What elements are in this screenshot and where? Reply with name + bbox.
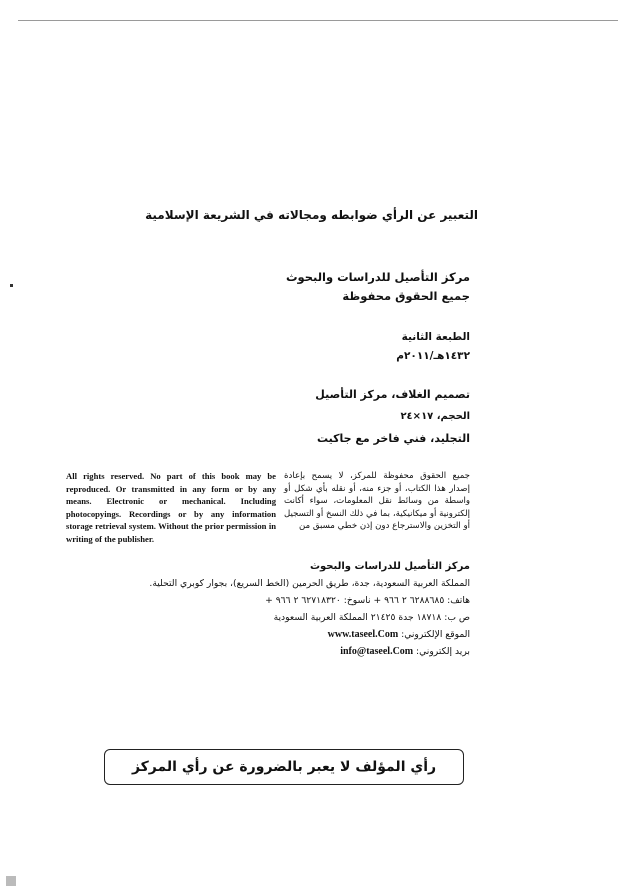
publisher-block bbox=[286, 268, 470, 306]
book-size: الحجم، ١٧×٢٤ bbox=[400, 411, 470, 422]
website-link[interactable]: www.taseel.Com bbox=[327, 629, 399, 640]
scan-speck bbox=[10, 284, 13, 287]
contact-phone: هاتف: ٦٢٨٨٦٨٥ ٢ ٩٦٦ + ناسوخ: ٦٢٧١٨٣٢٠ ٢ ٩٦٦ + bbox=[265, 595, 470, 606]
binding: التجليد، فني فاخر مع جاكيت bbox=[317, 432, 470, 445]
rights-arabic: جميع الحقوق محفوظة للمركز، لا يسمح بإعادة إصدار هذا الكتاب، أو جزء منه، أو نقله بأي شكل أو واسطة من وسائط نقل المعلومات، سواء أكانت إلكترونية أو ميكانيكية، بما في ذلك النسخ أو التسجيل أو التخزين والاسترجاع دون إذن خطي مسبق من bbox=[284, 471, 470, 532]
specs-block bbox=[315, 384, 470, 450]
contact-website-row bbox=[149, 626, 470, 643]
website-label: الموقع الإلكتروني: bbox=[401, 629, 470, 640]
email-label: بريد إلكتروني: bbox=[416, 646, 470, 657]
edition-date: ١٤٣٢هـ/٢٠١١م bbox=[396, 350, 470, 362]
rights-short: جميع الحقوق محفوظة bbox=[342, 289, 470, 303]
rights-english: All rights reserved. No part of this book may be reproduced. Or transmitted in any form or by any means. Electronic or mechanical. Including photocopyings. Recordings or by any information storage retrieval system. Without the prior permission in writing of the publisher. bbox=[66, 471, 276, 544]
contact-name: مركز التأصيل للدراسات والبحوث bbox=[309, 561, 470, 572]
scan-corner bbox=[6, 876, 16, 886]
contact-pobox: ص ب: ١٨٧١٨ جدة ٢١٤٢٥ المملكة العربية السعودية bbox=[273, 612, 470, 623]
disclaimer-box: رأي المؤلف لا يعبر بالضرورة عن رأي المركز bbox=[104, 749, 464, 785]
publisher-name: مركز التأصيل للدراسات والبحوث bbox=[285, 270, 470, 284]
top-rule bbox=[18, 20, 618, 21]
contact-address: المملكة العربية السعودية، جدة، طريق الحرمين (الخط السريع)، بجوار كوبري التحلية. bbox=[149, 578, 470, 589]
email-link[interactable]: info@taseel.Com bbox=[340, 646, 414, 657]
edition-block bbox=[396, 328, 470, 366]
cover-design: تصميم الغلاف، مركز التأصيل bbox=[315, 388, 470, 401]
contact-block bbox=[149, 558, 470, 660]
contact-email-row bbox=[149, 643, 470, 660]
edition-label: الطبعة الثانية bbox=[401, 331, 470, 343]
book-title: التعبير عن الرأي ضوابطه ومجالاته في الشريعة الإسلامية bbox=[145, 208, 478, 222]
